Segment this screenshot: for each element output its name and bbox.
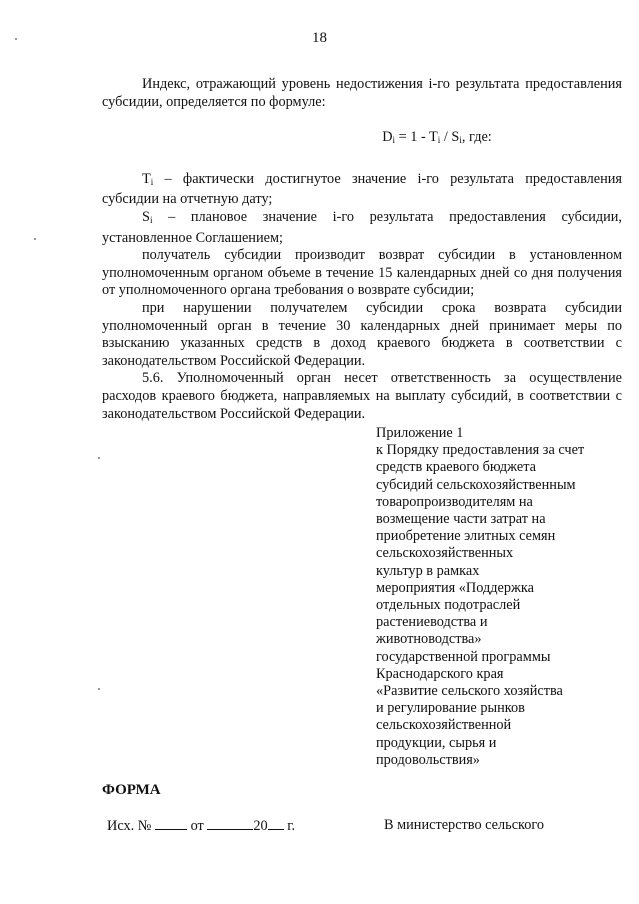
ref-date-blank bbox=[207, 817, 253, 830]
appendix-line: «Развитие сельского хозяйства bbox=[376, 683, 563, 700]
formula-divisor-subscript: i bbox=[459, 135, 462, 146]
appendix-line: к Порядку предоставления за счет bbox=[376, 442, 585, 459]
appendix-line: возмещение части затрат на bbox=[376, 511, 546, 528]
appendix-line: сельскохозяйственной bbox=[376, 717, 512, 734]
si-text: – плановое значение i-го результата предоставления субсидии, установленное Соглашением; bbox=[102, 208, 622, 246]
formula-prefix: D bbox=[382, 129, 393, 146]
formula-middle-subscript: i bbox=[437, 135, 441, 146]
appendix-line: животноводства» bbox=[376, 631, 482, 648]
appendix-line: отдельных подотраслей bbox=[376, 597, 521, 614]
ti-text: – фактически достигнутое значение i-го результата предоставления субсидии на отчетную дату; bbox=[102, 170, 622, 208]
ref-number-blank bbox=[155, 817, 187, 830]
document-body bbox=[102, 76, 622, 423]
formula-divisor: / S bbox=[440, 129, 460, 146]
formula-suffix: , где: bbox=[461, 129, 492, 146]
paragraph-ti-definition bbox=[102, 171, 622, 209]
appendix-line: продовольствия» bbox=[376, 751, 480, 768]
ref-date-label: от bbox=[190, 818, 204, 834]
appendix-line: Приложение 1 bbox=[376, 425, 464, 441]
scan-speck bbox=[98, 457, 100, 459]
scan-speck bbox=[98, 688, 100, 690]
addressee: В министерство сельского bbox=[384, 817, 545, 833]
appendix-line: культур в рамках bbox=[376, 562, 480, 579]
ref-year-blank bbox=[268, 817, 284, 830]
ref-number-label: Исх. № bbox=[107, 818, 152, 834]
ti-symbol: T bbox=[142, 170, 151, 187]
paragraph-5-6: 5.6. Уполномоченный орган несет ответственность за осуществление расходов краевого бюджета, направляемых на выплату субсидий, в соответствии с законодательством Российской Федерации. bbox=[102, 370, 622, 422]
formula bbox=[252, 129, 622, 150]
outgoing-reference-line bbox=[107, 817, 295, 835]
appendix-line: мероприятия «Поддержка bbox=[376, 579, 534, 596]
appendix-line: сельскохозяйственных bbox=[376, 545, 514, 562]
paragraph-refund: получатель субсидии производит возврат субсидии в установленном уполномоченным органом объеме в течение 15 календарных дней со дня получения от уполномоченного органа требования о возврате субсидии; bbox=[102, 247, 622, 299]
appendix-line: товаропроизводителям на bbox=[376, 493, 533, 510]
si-subscript: i bbox=[149, 214, 153, 225]
ref-year-prefix: 20 bbox=[253, 818, 268, 834]
scan-speck bbox=[15, 38, 17, 40]
formula-prefix-subscript: i bbox=[392, 135, 396, 146]
appendix-line: субсидий сельскохозяйственным bbox=[376, 476, 576, 493]
ref-year-suffix: г. bbox=[287, 818, 296, 834]
appendix-line: продукции, сырья и bbox=[376, 734, 497, 751]
appendix-line: приобретение элитных семян bbox=[376, 528, 556, 545]
appendix-header bbox=[376, 425, 616, 769]
paragraph-violation: при нарушении получателем субсидии срока возврата субсидии уполномоченный орган в течение 30 календарных дней принимает меры по взысканию указанных средств в доход краевого бюджета в соответствии с законодательством Российской Федерации. bbox=[102, 299, 622, 369]
appendix-line: Краснодарского края bbox=[376, 665, 504, 682]
form-heading: ФОРМА bbox=[102, 782, 161, 798]
appendix-line: средств краевого бюджета bbox=[376, 459, 536, 476]
formula-middle: = 1 - T bbox=[395, 129, 438, 146]
ti-subscript: i bbox=[150, 176, 154, 187]
scan-speck bbox=[34, 238, 36, 240]
si-symbol: S bbox=[142, 208, 150, 225]
page-number: 18 bbox=[312, 30, 327, 46]
paragraph-index-intro: Индекс, отражающий уровень недостижения i-го результата предоставления субсидии, определяется по формуле: bbox=[102, 76, 622, 110]
appendix-line: и регулирование рынков bbox=[376, 700, 525, 717]
appendix-line: растениеводства и bbox=[376, 614, 488, 631]
paragraph-si-definition bbox=[102, 209, 622, 247]
appendix-line: государственной программы bbox=[376, 648, 551, 665]
